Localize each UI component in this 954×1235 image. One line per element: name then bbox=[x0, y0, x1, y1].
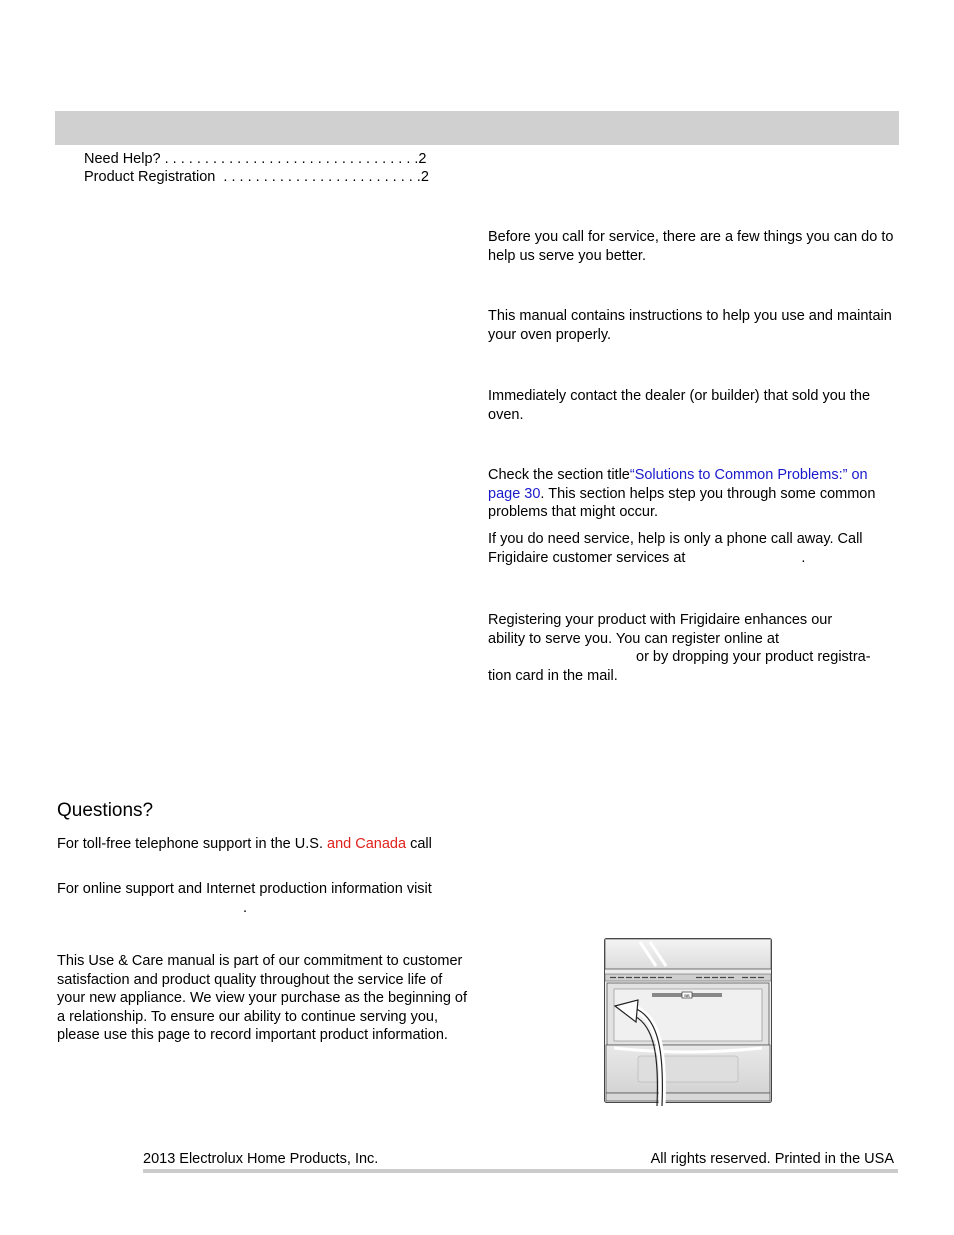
common-problems-text bbox=[488, 466, 900, 522]
toll-free-post: call bbox=[410, 836, 432, 852]
online-support-end: . bbox=[243, 899, 248, 916]
toll-free-canada: and Canada bbox=[327, 836, 407, 852]
header-band bbox=[55, 111, 899, 145]
footer-rule bbox=[143, 1169, 898, 1173]
footer-copyright: 2013 Electrolux Home Products, Inc. bbox=[143, 1151, 379, 1167]
solutions-link[interactable]: “Solutions to Common Problems:” on page 30 bbox=[488, 467, 868, 502]
online-support-text bbox=[57, 880, 467, 917]
dealer-contact-text: Immediately contact the dealer (or builder) that sold you the oven. bbox=[488, 388, 871, 423]
phone-service-text bbox=[488, 530, 900, 567]
phone-service-pre: If you do need service, help is only a phone call away. Call Frigidaire customer services at bbox=[488, 531, 863, 566]
service-intro-text: Before you call for service, there are a few things you can do to help us serve you better. bbox=[488, 229, 894, 264]
phone-service-period: . bbox=[801, 549, 806, 566]
manual-info-text: This manual contains instructions to help you use and maintain your oven properly. bbox=[488, 308, 892, 343]
registration-text bbox=[488, 611, 900, 685]
registration-line-3: or by dropping your product registra- bbox=[636, 649, 871, 666]
oven-badge: BB bbox=[684, 993, 690, 998]
toll-free-pre: For toll-free telephone support in the U.S. bbox=[57, 836, 323, 852]
toc-entry-product-registration[interactable]: Product Registration . . . . . . . . . . . . . . . . . . . . . . . . .2 bbox=[84, 169, 429, 185]
registration-line-2: ability to serve you. You can register online at bbox=[488, 630, 779, 647]
common-problems-post: . This section helps step you through some common problems that might occur. bbox=[488, 485, 876, 521]
footer-rights: All rights reserved. Printed in the USA bbox=[650, 1151, 894, 1167]
questions-heading: Questions? bbox=[57, 800, 154, 821]
registration-line-1: Registering your product with Frigidaire enhances our bbox=[488, 612, 833, 628]
use-care-text: This Use & Care manual is part of our commitment to customer satisfaction and product quality throughout the service life of your new appliance. We view your purchase as the beginning of a relationship. To ensure our ability to continue serving you, please use this page to record important product information. bbox=[57, 953, 468, 1044]
common-problems-pre: Check the section title bbox=[488, 467, 630, 483]
online-support-line: For online support and Internet production information visit bbox=[57, 881, 432, 897]
oven-illustration bbox=[600, 936, 780, 1113]
registration-line-4: tion card in the mail. bbox=[488, 667, 618, 684]
toc-entry-need-help[interactable]: Need Help? . . . . . . . . . . . . . . . . . . . . . . . . . . . . . . . .2 bbox=[84, 151, 427, 167]
toll-free-text bbox=[57, 835, 467, 854]
